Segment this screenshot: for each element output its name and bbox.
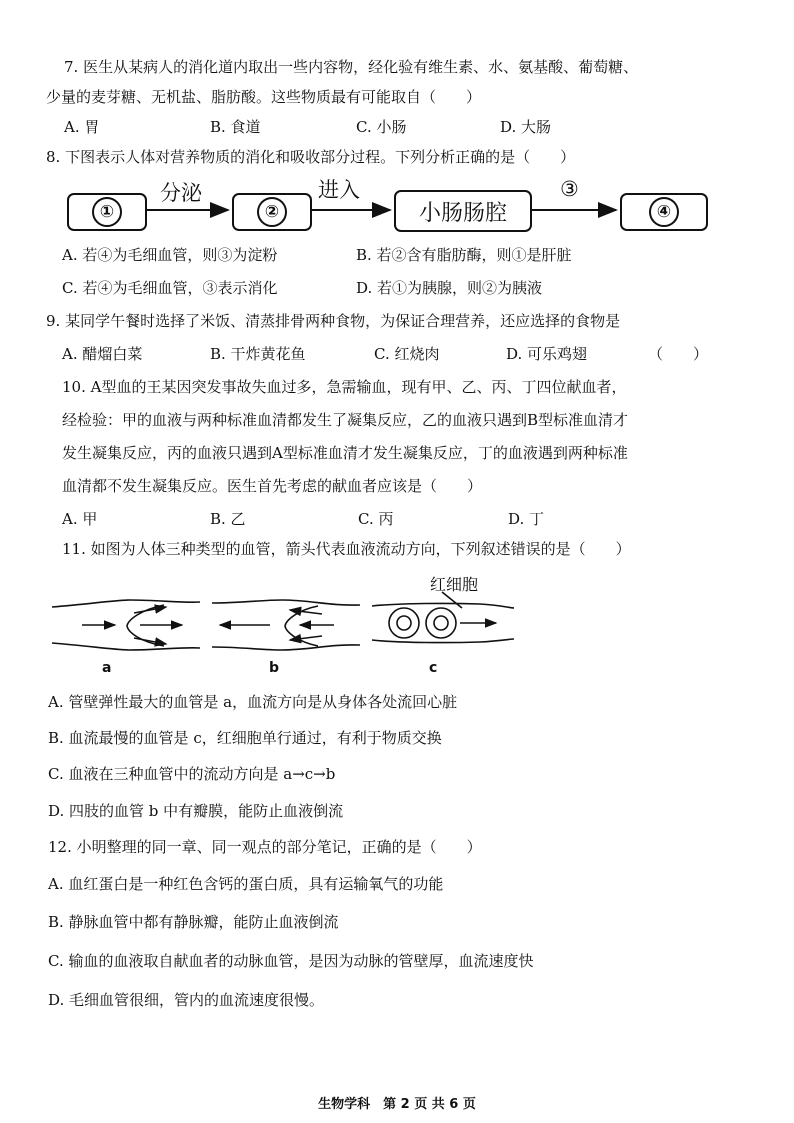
q11-option-c: C. 血液在三种血管中的流动方向是 a→c→b — [48, 765, 336, 783]
page-footer: 生物学科 第 2 页 共 6 页 — [318, 1097, 476, 1112]
q9-answer-bracket: （ ） — [648, 345, 709, 363]
q10-line4: 血清都不发生凝集反应。医生首先考虑的献血者应该是（ ） — [62, 477, 483, 495]
q10-line1: 10. A型血的王某因突发事故失血过多，急需输血，现有甲、乙、丙、丁四位献血者， — [62, 378, 627, 396]
q9-option-c: C. 红烧肉 — [374, 345, 440, 363]
q8-option-b: B. 若②含有脂肪酶，则①是肝脏 — [356, 246, 572, 264]
q8-option-a: A. 若④为毛细血管，则③为淀粉 — [62, 246, 278, 264]
q12-option-c: C. 输血的血液取自献血者的动脉血管，是因为动脉的管壁厚，血流速度快 — [48, 952, 534, 970]
q9-option-b: B. 干炸黄花鱼 — [210, 345, 306, 363]
q7-option-c: C. 小肠 — [356, 118, 407, 136]
red-cell-label: 红细胞 — [430, 575, 479, 594]
q8-option-c: C. 若④为毛细血管，③表示消化 — [62, 279, 278, 297]
flow-label-enter: 进入 — [318, 178, 360, 202]
flow-box-4-label: ④ — [649, 197, 679, 227]
flow-label-secrete: 分泌 — [160, 181, 202, 205]
flow-box-2-label: ② — [257, 197, 287, 227]
q7-option-a: A. 胃 — [64, 118, 100, 136]
q11-option-a: A. 管壁弹性最大的血管是 a，血流方向是从身体各处流回心脏 — [48, 693, 458, 711]
q10-line3: 发生凝集反应，丙的血液只遇到A型标准血清才发生凝集反应，丁的血液遇到两种标准 — [62, 444, 628, 462]
vessel-c-label: c — [429, 660, 438, 676]
q9-option-a: A. 醋熘白菜 — [62, 345, 143, 363]
q12-option-b: B. 静脉血管中都有静脉瓣，能防止血液倒流 — [48, 913, 339, 931]
flow-box-1-label: ① — [92, 197, 122, 227]
q8-stem: 8. 下图表示人体对营养物质的消化和吸收部分过程。下列分析正确的是（ ） — [46, 148, 576, 166]
q7-option-d: D. 大肠 — [500, 118, 552, 136]
red-cell-1 — [389, 608, 419, 638]
q10-option-d: D. 丁 — [508, 510, 545, 528]
vessel-a — [52, 600, 200, 650]
flow-box-3: 小肠肠腔 — [394, 190, 532, 232]
flow-arrows — [0, 0, 794, 260]
q11-stem: 11. 如图为人体三种类型的血管，箭头代表血液流动方向，下列叙述错误的是（ ） — [62, 540, 631, 558]
q11-option-b: B. 血流最慢的血管是 c，红细胞单行通过，有利于物质交换 — [48, 729, 442, 747]
flow-label-3: ③ — [560, 177, 579, 201]
vessel-c — [372, 592, 514, 643]
q11-blood-vessel-figure — [0, 570, 794, 680]
red-cell-2 — [426, 608, 456, 638]
vessel-b — [212, 600, 360, 650]
q10-option-c: C. 丙 — [358, 510, 394, 528]
q9-option-d: D. 可乐鸡翅 — [506, 345, 588, 363]
q7-option-b: B. 食道 — [210, 118, 261, 136]
q10-option-a: A. 甲 — [62, 510, 98, 528]
blood-vessel-diagram — [0, 570, 794, 680]
q12-option-a: A. 血红蛋白是一种红色含钙的蛋白质，具有运输氧气的功能 — [48, 875, 444, 893]
q9-stem: 9. 某同学午餐时选择了米饭、清蒸排骨两种食物，为保证合理营养，还应选择的食物是 — [46, 312, 621, 330]
q10-option-b: B. 乙 — [210, 510, 246, 528]
q7-stem-line1: 7. 医生从某病人的消化道内取出一些内容物，经化验有维生素、水、氨基酸、葡萄糖、 — [64, 58, 639, 76]
q11-option-d: D. 四肢的血管 b 中有瓣膜，能防止血液倒流 — [48, 802, 344, 820]
vessel-a-label: a — [102, 660, 112, 676]
q7-stem-line2: 少量的麦芽糖、无机盐、脂肪酸。这些物质最有可能取自（ ） — [46, 88, 482, 106]
q8-option-d: D. 若①为胰腺，则②为胰液 — [356, 279, 543, 297]
q12-option-d: D. 毛细血管很细，管内的血流速度很慢。 — [48, 991, 325, 1009]
q10-line2: 经检验：甲的血液与两种标准血清都发生了凝集反应，乙的血液只遇到B型标准血清才 — [62, 411, 629, 429]
q12-stem: 12. 小明整理的同一章、同一观点的部分笔记，正确的是（ ） — [48, 838, 482, 856]
vessel-b-label: b — [269, 660, 280, 676]
